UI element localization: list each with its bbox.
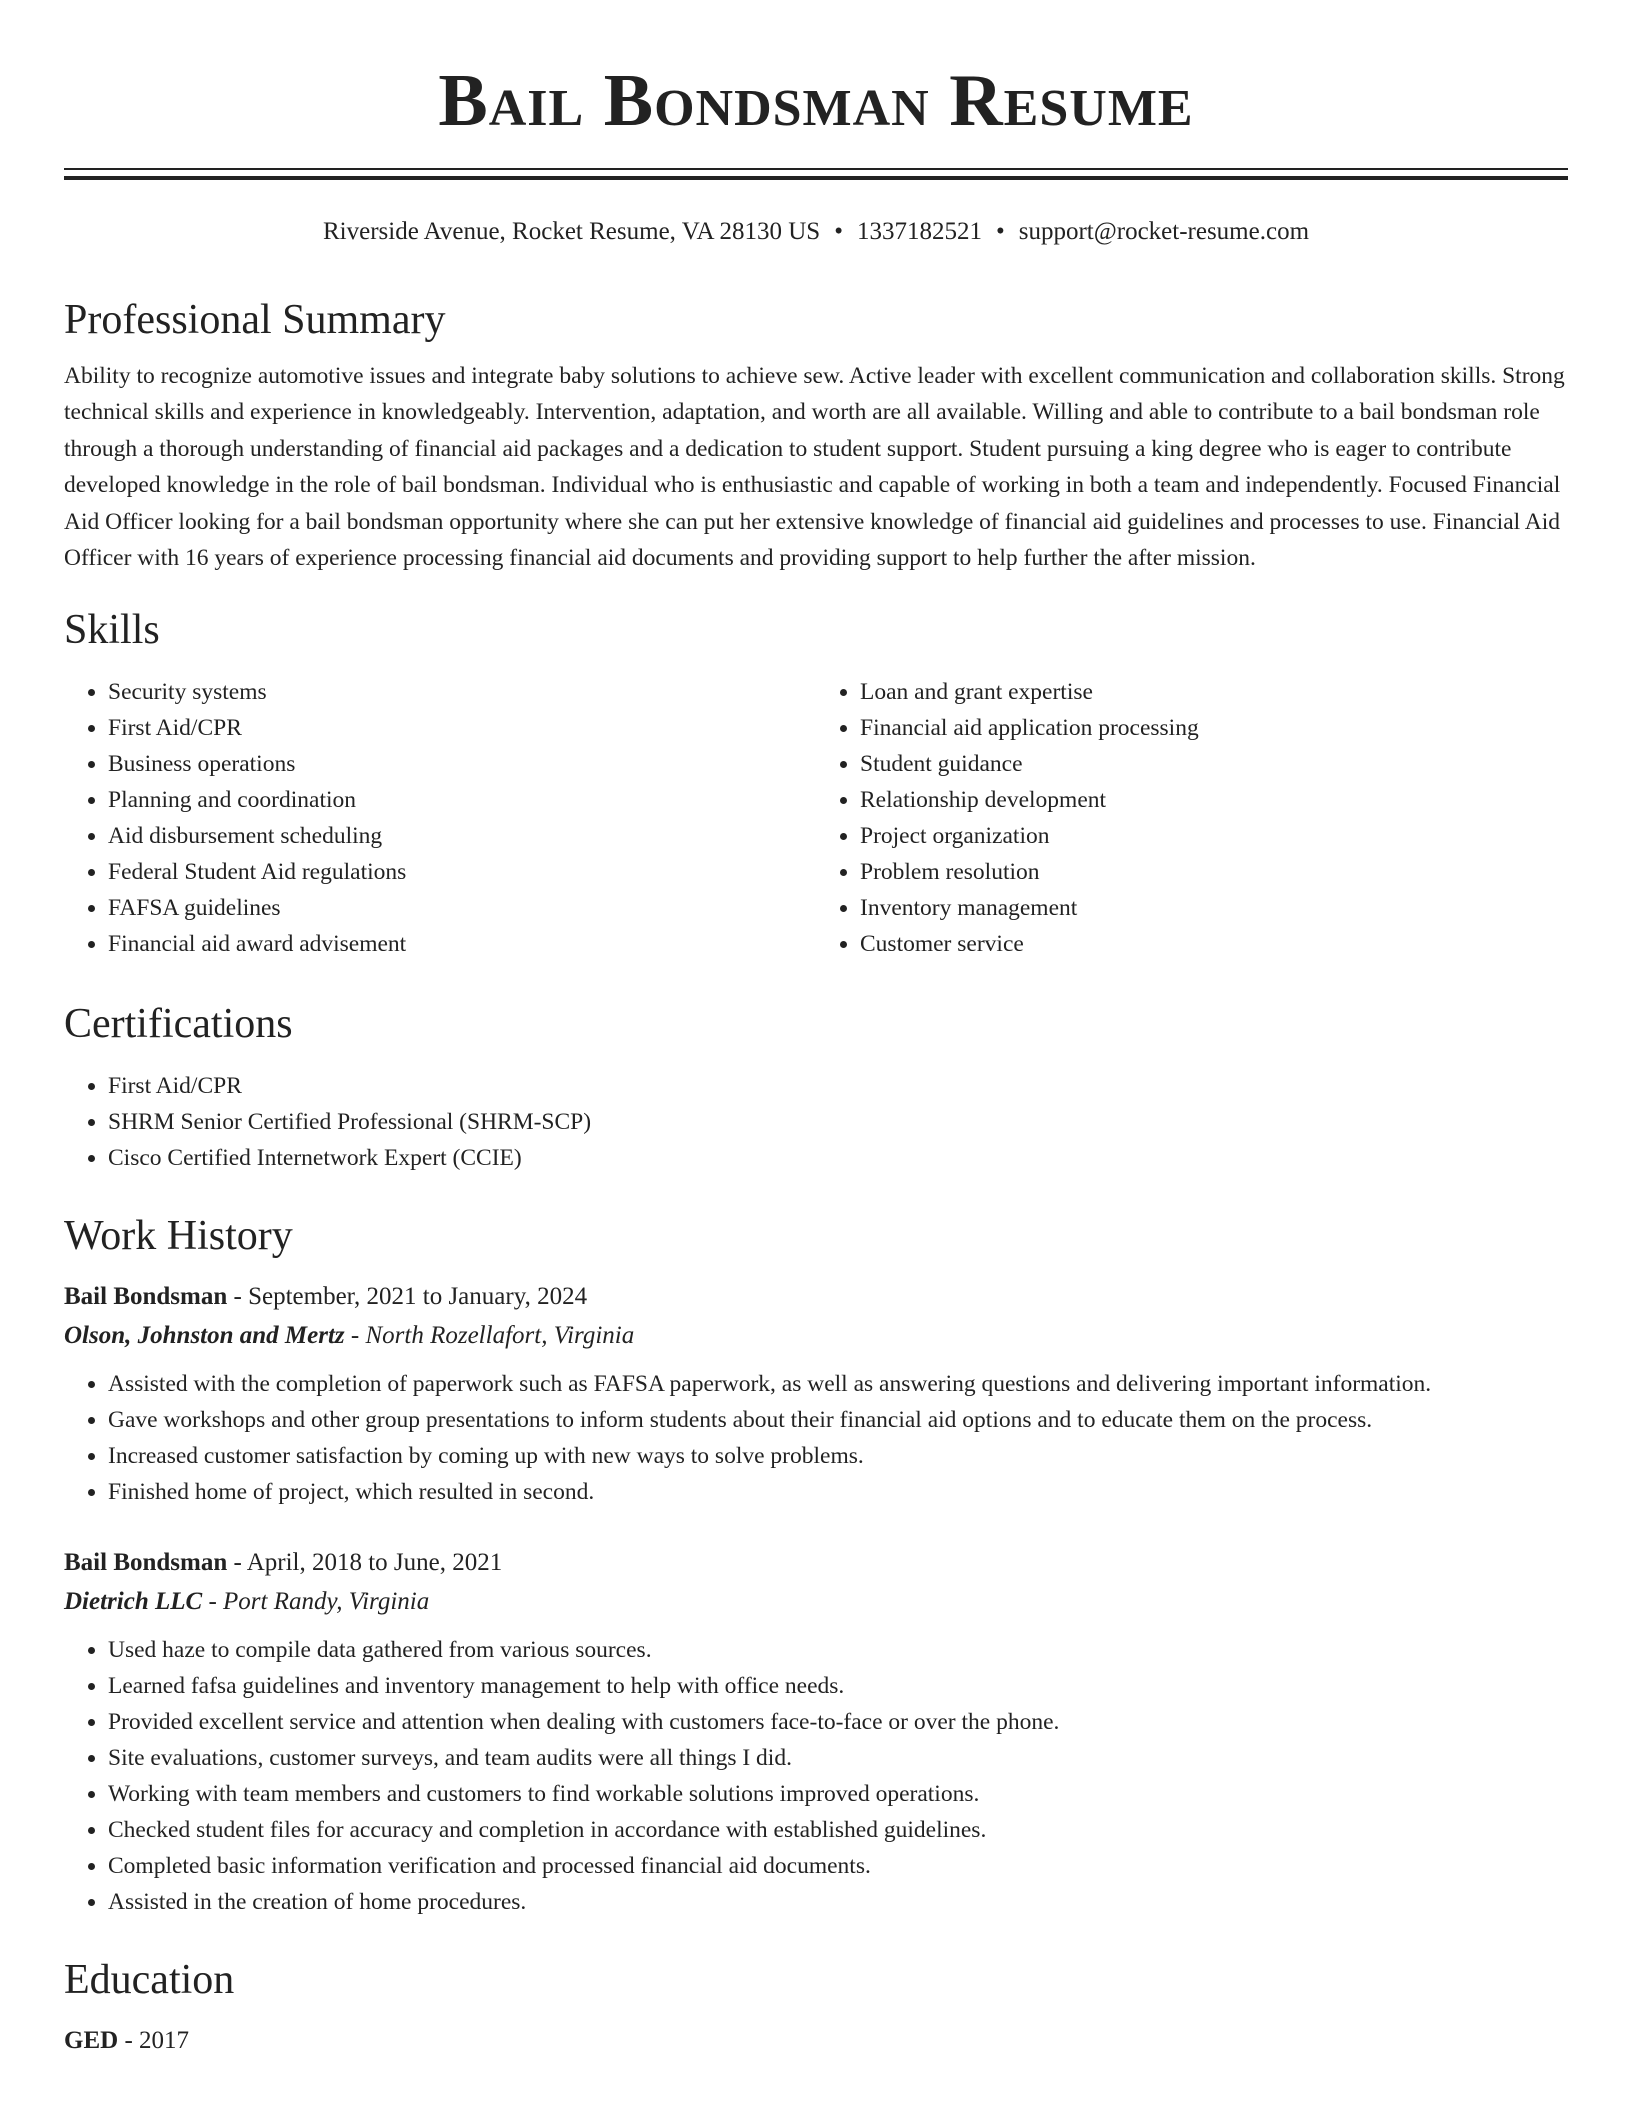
education-heading: Education [64, 1957, 235, 2004]
resume-content [64, 286, 1568, 2060]
certification-item: • First Aid/CPR [108, 1068, 1568, 1104]
contact-address: Riverside Avenue, Rocket Resume, VA 28130 US [322, 218, 821, 245]
job-bullet: • Assisted in the creation of home procedures. [108, 1884, 1568, 1920]
skill-item: • Loan and grant expertise [860, 674, 1568, 710]
job-bullet: • Increased customer satisfaction by coming up with new ways to solve problems. [108, 1438, 1568, 1474]
job-entry [64, 1544, 1568, 1920]
certification-item: • SHRM Senior Certified Professional (SHRM-SCP) [108, 1104, 1568, 1140]
job-bullet: • Working with team members and customers to find workable solutions improved operations. [108, 1776, 1568, 1812]
job-location: - Port Randy, Virginia [202, 1588, 430, 1616]
skill-item: • First Aid/CPR [108, 710, 816, 746]
job-bullet: • Finished home of project, which resulted in second. [108, 1474, 1568, 1510]
skill-item: • Security systems [108, 674, 816, 710]
job-dates: - April, 2018 to June, 2021 [227, 1549, 503, 1577]
summary-text: Ability to recognize automotive issues and integrate baby solutions to achieve sew. Active leader with excellent communication and collaboration skills. Strong technical skills and experience in knowledgeably. Intervention, adaptation, and worth are all available. Willing and able to contribute to a bail bondsman role through a thorough understanding of financial aid packages and a dedication to student support. Student pursuing a king degree who is eager to contribute developed knowledge in the role of bail bondsman. Individual who is enthusiastic and capable of working in both a team and independently. Focused Financial Aid Officer looking for a bail bondsman opportunity where she can put her extensive knowledge of financial aid guidelines and processes to use. Financial Aid Officer with 16 years of experience processing financial aid documents and providing support to help further the after mission. [64, 363, 1565, 572]
certifications-heading: Certifications [64, 1001, 293, 1048]
job-title: Bail Bondsman [64, 1283, 228, 1311]
skill-item: • Business operations [108, 746, 816, 782]
education-entry [64, 2022, 1568, 2060]
skills-columns [64, 674, 1568, 962]
job-title-line [64, 1278, 1568, 1316]
skill-item: • Problem resolution [860, 854, 1568, 890]
job-title-line [64, 1544, 1568, 1582]
job-company-line [64, 1316, 1568, 1356]
job-bullet: • Completed basic information verification and processed financial aid documents. [108, 1848, 1568, 1884]
job-company-line [64, 1582, 1568, 1622]
skills-list-left [64, 674, 816, 962]
education-year: - 2017 [118, 2027, 190, 2055]
resume-title: Bail Bondsman Resume [438, 60, 1194, 142]
job-company: Dietrich LLC [64, 1588, 203, 1616]
work-history-heading: Work History [64, 1213, 293, 1260]
job-bullet: • Checked student files for accuracy and completion in accordance with established guidelines. [108, 1812, 1568, 1848]
job-title: Bail Bondsman [64, 1549, 228, 1577]
skill-item: • Customer service [860, 926, 1568, 962]
job-bullet: • Gave workshops and other group presentations to inform students about their financial aid options and to educate them on the process. [108, 1402, 1568, 1438]
work-history-section [64, 1202, 1568, 1920]
skill-item: • FAFSA guidelines [108, 890, 816, 926]
job-entry [64, 1278, 1568, 1510]
title-divider-thick [64, 176, 1568, 180]
job-bullet: • Learned fafsa guidelines and inventory management to help with office needs. [108, 1668, 1568, 1704]
skills-section [64, 596, 1568, 962]
skills-heading: Skills [64, 607, 160, 654]
skills-list-right [816, 674, 1568, 962]
contact-separator: • [834, 218, 843, 245]
contact-line [0, 214, 1632, 250]
job-bullet: • Provided excellent service and attention when dealing with customers face-to-face or over the phone. [108, 1704, 1568, 1740]
title-divider-thin [64, 168, 1568, 170]
job-bullets [64, 1632, 1568, 1920]
skill-item: • Federal Student Aid regulations [108, 854, 816, 890]
contact-separator: • [995, 218, 1005, 245]
job-bullet: • Used haze to compile data gathered from various sources. [108, 1632, 1568, 1668]
skill-item: • Project organization [860, 818, 1568, 854]
job-company: Olson, Johnston and Mertz [64, 1322, 345, 1350]
skill-item: • Financial aid award advisement [108, 926, 816, 962]
skill-item: • Inventory management [860, 890, 1568, 926]
job-bullets [64, 1366, 1568, 1510]
education-degree: GED [64, 2027, 119, 2055]
education-section [64, 1946, 1568, 2060]
skill-item: • Planning and coordination [108, 782, 816, 818]
job-bullet: • Site evaluations, customer surveys, and team audits were all things I did. [108, 1740, 1568, 1776]
contact-email[interactable]: support@rocket-resume.com [1018, 218, 1310, 245]
summary-section [64, 286, 1568, 576]
certifications-list [64, 1068, 1568, 1176]
skill-item: • Student guidance [860, 746, 1568, 782]
summary-heading: Professional Summary [64, 297, 446, 343]
contact-phone: 1337182521 [856, 218, 982, 245]
certifications-section [64, 990, 1568, 1176]
skill-item: • Aid disbursement scheduling [108, 818, 816, 854]
skill-item: • Financial aid application processing [860, 710, 1568, 746]
job-location: - North Rozellafort, Virginia [344, 1322, 635, 1350]
skill-item: • Relationship development [860, 782, 1568, 818]
certification-item: • Cisco Certified Internetwork Expert (CCIE) [108, 1140, 1568, 1176]
job-dates: - September, 2021 to January, 2024 [227, 1283, 588, 1311]
job-bullet: • Assisted with the completion of paperwork such as FAFSA paperwork, as well as answering questions and delivering important information. [108, 1366, 1568, 1402]
